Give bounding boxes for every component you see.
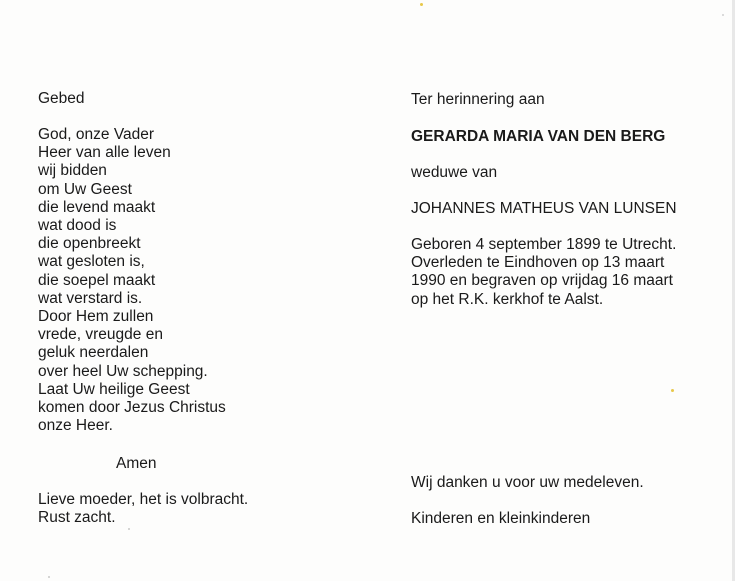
prayer-line: die soepel maakt <box>38 271 156 289</box>
signature-text: Kinderen en kleinkinderen <box>411 510 591 527</box>
bio-line: Geboren 4 september 1899 te Utrecht. <box>411 236 677 253</box>
prayer-line: die levend maakt <box>38 198 156 216</box>
prayer-line: komen door Jezus Christus <box>38 399 226 417</box>
thanks-text: Wij danken u voor uw medeleven. <box>411 474 644 491</box>
prayer-heading: Gebed <box>38 90 85 107</box>
prayer-text <box>38 126 226 435</box>
bio-line: op het R.K. kerkhof te Aalst. <box>411 290 604 308</box>
closing-line: Lieve moeder, het is volbracht. <box>38 491 249 508</box>
paper-speck <box>48 576 50 578</box>
paper-speck <box>722 14 724 16</box>
prayer-line: God, onze Vader <box>38 126 155 143</box>
prayer-line: geluk neerdalen <box>38 344 149 362</box>
prayer-line: die openbreekt <box>38 235 141 253</box>
prayer-line: Laat Uw heilige Geest <box>38 380 190 398</box>
closing-text <box>38 491 248 527</box>
bio-line: 1990 en begraven op vrijdag 16 maart <box>411 272 673 290</box>
intro-text: Ter herinnering aan <box>411 91 545 108</box>
paper-speck <box>420 3 423 6</box>
bio-line: Overleden te Eindhoven op 13 maart <box>411 254 665 272</box>
amen: Amen <box>116 455 157 472</box>
deceased-name: GERARDA MARIA VAN DEN BERG <box>411 128 666 145</box>
prayer-line: over heel Uw schepping. <box>38 362 208 380</box>
widow-of-text: weduwe van <box>411 164 498 181</box>
husband-name: JOHANNES MATHEUS VAN LUNSEN <box>411 200 677 217</box>
prayer-line: vrede, vreugde en <box>38 326 163 344</box>
biography <box>411 236 676 309</box>
closing-line: Rust zacht. <box>38 509 116 527</box>
prayer-line: om Uw Geest <box>38 180 132 198</box>
prayer-line: Heer van alle leven <box>38 144 171 162</box>
prayer-line: wat gesloten is, <box>38 253 145 271</box>
prayer-line: wij bidden <box>38 162 107 180</box>
prayer-line: Door Hem zullen <box>38 308 154 326</box>
paper-speck <box>128 528 130 530</box>
paper-speck <box>671 389 674 392</box>
prayer-line: wat dood is <box>38 217 117 235</box>
prayer-line: onze Heer. <box>38 417 113 435</box>
prayer-line: wat verstard is. <box>38 289 143 307</box>
